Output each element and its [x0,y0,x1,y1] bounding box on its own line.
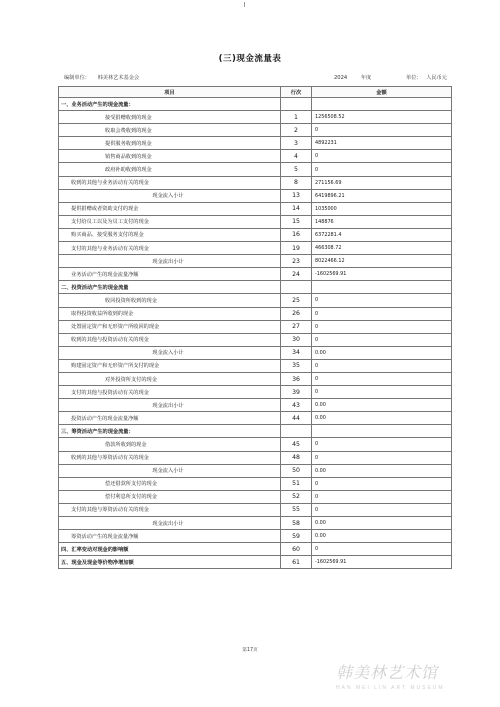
row-line-number: 50 [281,464,312,477]
row-amount: 0.00 [312,464,452,477]
table-row [59,150,452,163]
row-label: 偿还借款所支付的现金 [59,477,281,490]
table-row [59,359,452,372]
row-line-number: 14 [281,202,312,215]
row-label: 筹资活动产生的现金流量净额 [59,530,281,543]
row-amount: 0 [312,307,452,320]
row-line-number: 55 [281,503,312,516]
row-amount: 0 [312,372,452,385]
report-year: 2024 [334,75,348,81]
row-label: 借款所收到的现金 [59,438,281,451]
row-amount: 1035000 [312,202,452,215]
row-line-number: 45 [281,438,312,451]
table-row [59,399,452,412]
row-amount: 0 [312,543,452,556]
row-line-number: 3 [281,137,312,150]
table-row [59,333,452,346]
row-label: 收到的其他与筹资活动有关的现金 [59,451,281,464]
page-number: 第17页 [242,648,258,653]
watermark-en: HAN MEI LIN ART MUSEUM [336,685,445,691]
col-header-amount: 金额 [312,87,452,98]
row-label: 支付的其他与业务活动有关的现金 [59,242,281,255]
row-line-number [281,281,312,294]
unit-label: 编制单位： [64,75,90,81]
row-line-number [281,425,312,438]
table-row [59,503,452,516]
table-row [59,307,452,320]
row-line-number: 35 [281,359,312,372]
row-amount: 6419896.21 [312,189,452,202]
row-line-number: 60 [281,543,312,556]
table-row [59,477,452,490]
row-amount: 466308.72 [312,242,452,255]
row-label: 接受捐赠收到的现金 [59,111,281,124]
row-amount: 0.00 [312,530,452,543]
table-row [59,228,452,241]
row-label: 现金流出小计 [59,399,281,412]
row-label: 四、汇率变动对现金的影响额 [59,543,281,556]
row-line-number: 4 [281,150,312,163]
row-line-number: 34 [281,346,312,359]
row-line-number: 30 [281,333,312,346]
currency-label: 单位： [406,75,422,81]
row-label: 提供服务收到的现金 [59,137,281,150]
row-line-number: 2 [281,124,312,137]
table-row [59,255,452,268]
row-line-number: 59 [281,530,312,543]
row-line-number: 27 [281,320,312,333]
row-amount: -1602569.91 [312,556,452,569]
row-amount: 0 [312,124,452,137]
table-row [59,98,452,111]
row-label: 一、业务活动产生的现金流量： [59,98,281,111]
row-amount: 0 [312,451,452,464]
row-label: 销售商品收到的现金 [59,150,281,163]
row-label: 收取会费收到的现金 [59,124,281,137]
row-label: 收回投资所收到的现金 [59,294,281,307]
table-header-row [59,87,452,98]
row-label: 现金流入小计 [59,464,281,477]
row-line-number: 26 [281,307,312,320]
row-label: 偿付利息所支付的现金 [59,490,281,503]
table-row [59,530,452,543]
row-label: 现金流入小计 [59,189,281,202]
row-amount: 0.00 [312,412,452,425]
table-row [59,189,452,202]
row-amount: 1256508.52 [312,111,452,124]
row-amount: 148876 [312,215,452,228]
row-amount: -1602569.91 [312,268,452,281]
table-row [59,412,452,425]
row-label: 业务活动产生的现金流量净额 [59,268,281,281]
row-label: 支付的其他与筹资活动有关的现金 [59,503,281,516]
row-label: 购建固定资产和无形资产所支付的现金 [59,359,281,372]
row-line-number: 24 [281,268,312,281]
row-amount: 0 [312,490,452,503]
table-row [59,268,452,281]
row-label: 支付的其他与投资活动有关的现金 [59,386,281,399]
row-amount: 0.00 [312,399,452,412]
row-amount: 8022466.12 [312,255,452,268]
row-amount: 0.00 [312,517,452,530]
museum-watermark [336,660,486,704]
table-row [59,111,452,124]
row-amount: 0 [312,477,452,490]
row-line-number: 39 [281,386,312,399]
col-header-line: 行次 [281,87,312,98]
table-row [59,346,452,359]
page-title: (三)现金流量表 [218,54,282,64]
row-label: 购买商品、接受服务支付的现金 [59,228,281,241]
row-amount: 6372281.4 [312,228,452,241]
table-body [59,98,452,569]
table-row [59,372,452,385]
row-line-number: 43 [281,399,312,412]
row-label: 三、筹资活动产生的现金流量： [59,425,281,438]
row-amount: 0 [312,438,452,451]
row-amount: 0 [312,320,452,333]
row-amount: 0 [312,503,452,516]
row-line-number: 52 [281,490,312,503]
table-row [59,320,452,333]
row-amount: 0 [312,386,452,399]
cash-flow-table [58,86,452,569]
watermark-cn: 韩美林艺术馆 [336,663,439,682]
row-line-number [281,98,312,111]
row-line-number: 23 [281,255,312,268]
currency-value: 人民币元 [426,75,447,81]
table-row [59,386,452,399]
row-label: 五、现金及现金等价物净增加额 [59,556,281,569]
table-row [59,438,452,451]
row-amount [312,98,452,111]
row-label: 二、投资活动产生的现金流量 [59,281,281,294]
row-line-number: 36 [281,372,312,385]
row-label: 支付给员工以及为员工支付的现金 [59,215,281,228]
row-line-number: 8 [281,176,312,189]
row-label: 对外投资所支付的现金 [59,372,281,385]
row-line-number: 16 [281,228,312,241]
unit-info [64,74,139,81]
row-label: 提供捐赠或者资助支付的现金 [59,202,281,215]
table-row [59,176,452,189]
row-line-number: 13 [281,189,312,202]
row-amount: 271156.69 [312,176,452,189]
table-row [59,163,452,176]
row-line-number: 44 [281,412,312,425]
table-row [59,294,452,307]
row-label: 收到的其他与投资活动有关的现金 [59,333,281,346]
row-line-number: 25 [281,294,312,307]
table-row [59,242,452,255]
row-label: 投资活动产生的现金流量净额 [59,412,281,425]
row-line-number: 61 [281,556,312,569]
row-label: 收到的其他与业务活动有关的现金 [59,176,281,189]
table-row [59,543,452,556]
row-amount: 4892231 [312,137,452,150]
year-info [334,74,371,81]
row-amount: 0.00 [312,346,452,359]
table-row [59,517,452,530]
row-amount: 0 [312,294,452,307]
table-row [59,124,452,137]
row-amount: 0 [312,150,452,163]
row-label: 取得投资收益所收到的现金 [59,307,281,320]
row-line-number: 1 [281,111,312,124]
row-label: 现金流入小计 [59,346,281,359]
row-amount: 0 [312,163,452,176]
row-label: 现金流出小计 [59,517,281,530]
table-row [59,137,452,150]
year-label: 年度 [360,75,372,81]
table-row [59,451,452,464]
table-row [59,425,452,438]
row-line-number: 5 [281,163,312,176]
row-label: 现金流出小计 [59,255,281,268]
col-header-item: 项目 [59,87,281,98]
row-amount [312,425,452,438]
row-line-number: 15 [281,215,312,228]
table-row [59,464,452,477]
row-label: 政府补助收到的现金 [59,163,281,176]
row-line-number: 58 [281,517,312,530]
row-line-number: 19 [281,242,312,255]
table-row [59,490,452,503]
row-amount [312,281,452,294]
table-row [59,202,452,215]
row-amount: 0 [312,359,452,372]
row-line-number: 48 [281,451,312,464]
unit-name: 韩美林艺术基金会 [97,75,140,81]
row-label: 处置固定资产和无形资产所收回的现金 [59,320,281,333]
currency-info [406,74,447,81]
row-amount: 0 [312,333,452,346]
table-row [59,215,452,228]
table-row [59,556,452,569]
row-line-number: 51 [281,477,312,490]
table-row [59,281,452,294]
scan-mark [244,2,245,7]
